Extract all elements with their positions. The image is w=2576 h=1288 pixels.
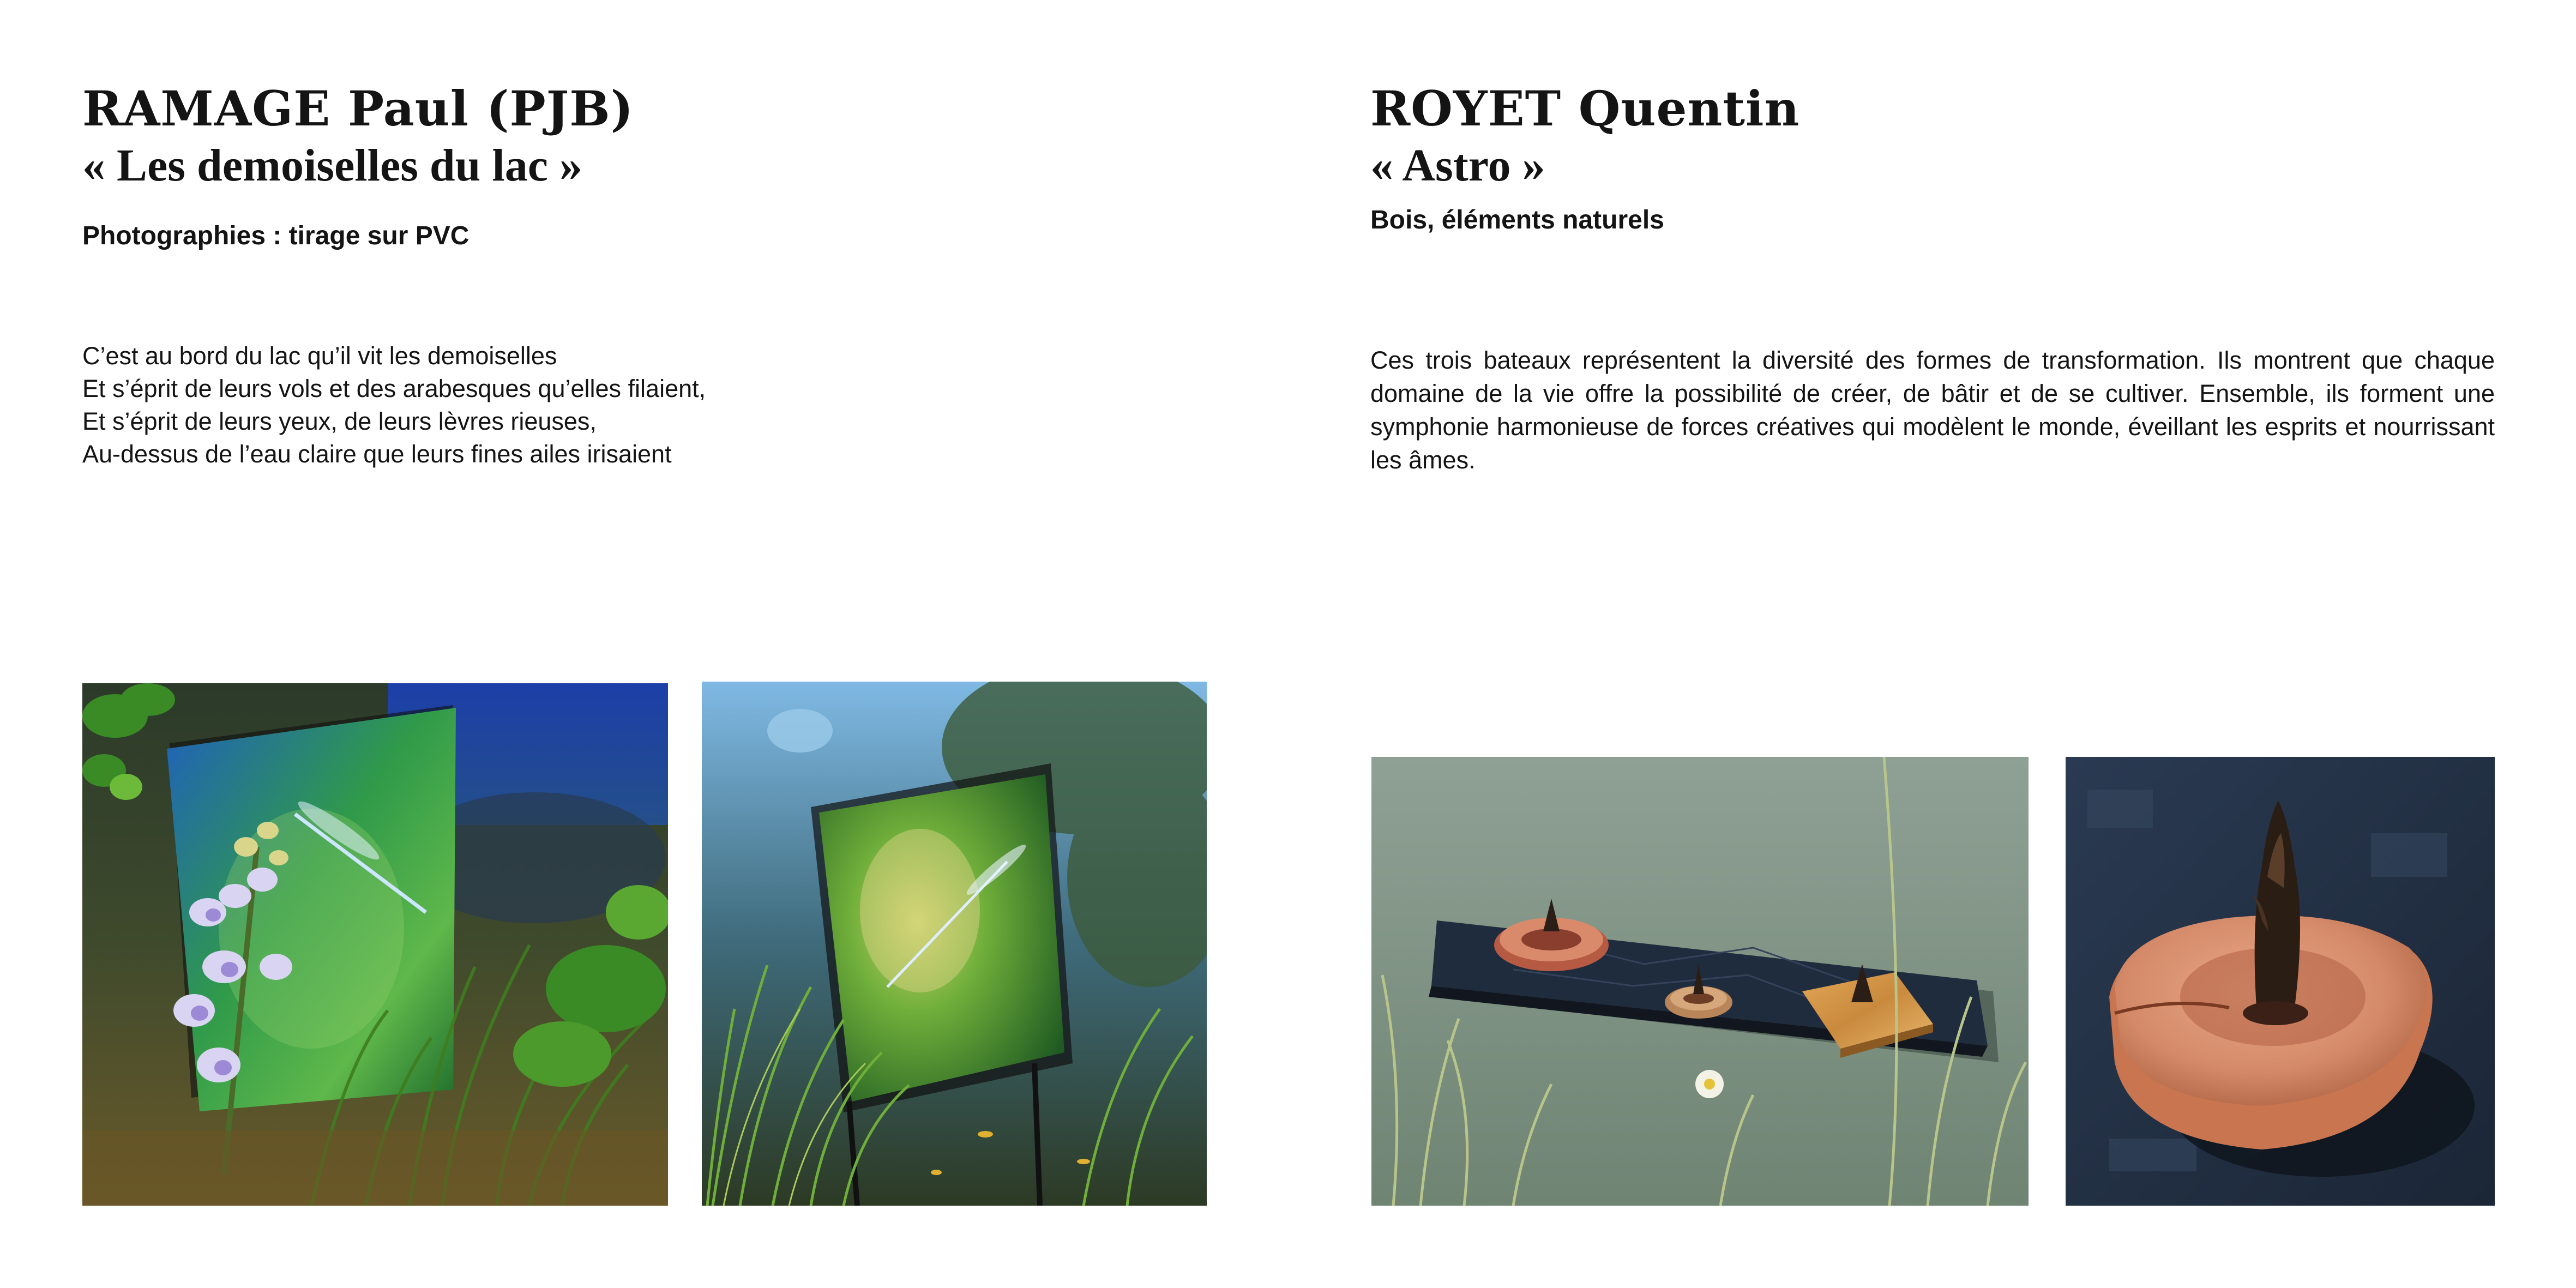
artist-name: RAMAGE Paul (PJB) bbox=[82, 80, 634, 137]
artist-name: ROYET Quentin bbox=[1370, 80, 1800, 137]
medium-label: Bois, éléments naturels bbox=[1370, 206, 1664, 234]
work-title: « Les demoiselles du lac » bbox=[82, 140, 582, 191]
photo-4-graphic bbox=[2066, 757, 2495, 1206]
photo-3-graphic bbox=[1371, 757, 2029, 1206]
photo-dragonfly-mirror-flowers bbox=[82, 683, 668, 1206]
medium-label: Photographies : tirage sur PVC bbox=[82, 221, 470, 250]
poem bbox=[82, 340, 737, 471]
poem-line: Au-dessus de l’eau claire que leurs fines ailes irisaient bbox=[82, 440, 672, 468]
photo-2-graphic bbox=[702, 682, 1207, 1206]
right-page bbox=[1288, 0, 2576, 1288]
work-title: « Astro » bbox=[1370, 140, 1545, 191]
photo-1-graphic bbox=[82, 683, 668, 1206]
artwork-description: Ces trois bateaux représentent la diversité des formes de transformation. Ils montrent que chaque domaine de la vie offre la possibilité de créer, de bâtir et de se cultiver. Ensemble, ils forment une symphonie harmonieuse de forces créatives qui modèlent le monde, éveillant les esprits et nourrissant les âmes. bbox=[1370, 346, 2495, 474]
photo-boats-on-water bbox=[1371, 757, 2029, 1206]
poem-line: C’est au bord du lac qu’il vit les demoiselles bbox=[82, 342, 557, 370]
photo-wood-sculpture-closeup bbox=[2066, 757, 2495, 1206]
photo-damselfly-reflection bbox=[702, 682, 1207, 1206]
poem-line: Et s’éprit de leurs yeux, de leurs lèvres rieuses, bbox=[82, 407, 597, 435]
poem-line: Et s’éprit de leurs vols et des arabesques qu’elles filaient, bbox=[82, 375, 706, 402]
